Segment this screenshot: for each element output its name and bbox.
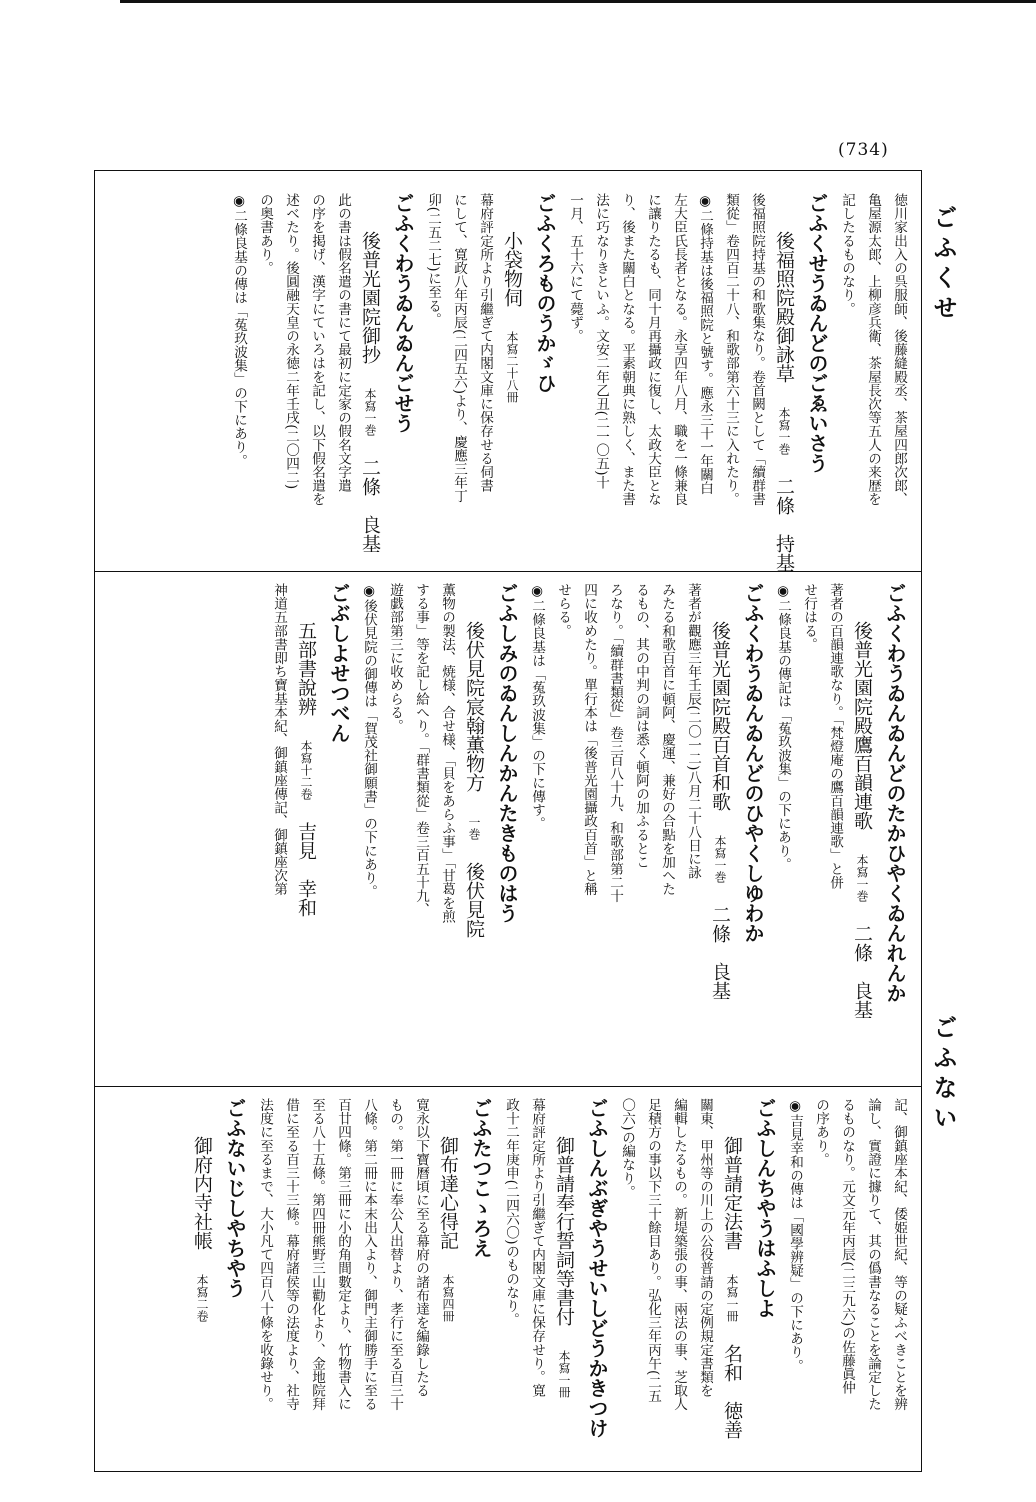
body-line: 關東、甲州等の川上の公役普請の定例規定書類を [697, 1098, 713, 1398]
entry-author: 二條 持基 [773, 477, 795, 572]
entry-heading: ごぶしよせつべん [327, 583, 351, 743]
body-line: 述べたり。後圓融天皇の永徳二年壬戌(二〇四二) [283, 193, 299, 490]
side-heading-bottom: ごふない [929, 1015, 958, 1135]
entry-note: 本寫一巻 [713, 835, 727, 883]
entry-author: 名和 徳善 [721, 1344, 743, 1439]
body-line: 卯(二五二七)に至る。 [425, 193, 441, 327]
entry-note: 本寫一冊 [725, 1274, 739, 1322]
entry-title: 五部書說辨 [295, 621, 317, 716]
body-line: 後福照院持基の和歌集なり。卷首闕として「續群書 [749, 193, 765, 506]
entry-title: 御普請奉行誓詞等書付 [553, 1136, 575, 1326]
section-bottom [181, 1098, 905, 1439]
body-line: 記、御鎮座本紀、倭姫世紀、等の疑ふべきことを辨 [891, 1098, 907, 1411]
body-line: せらる。 [555, 583, 571, 638]
entry-title-line [841, 583, 871, 1019]
entry-title: 御普請定法書 [721, 1136, 743, 1250]
entry-title: 小袋物伺 [501, 231, 523, 307]
body-line: 足積方の事以下三十餘目あり。弘化三年丙午(二五 [645, 1098, 661, 1403]
entry-heading: ごふくせうゐんどのごゑいさう [805, 193, 829, 473]
body-line: する事」等を記し給へり。「群書類從」卷三百五十九、 [413, 583, 429, 917]
body-line: の奥書あり。 [257, 193, 273, 275]
entry-note: 本寫十二卷 [299, 740, 313, 800]
side-heading-top: ごふくせ [929, 205, 958, 325]
body-line: ◉二條良基の傳は「菟玖波集」の下にあり。 [231, 193, 247, 468]
entry-author: 吉見 幸和 [295, 822, 317, 917]
entry-title-line [763, 193, 793, 572]
entry-heading: ごふたつこゝろえ [469, 1098, 493, 1258]
body-line: の序を掲げ、漢字にていろはを記し、以下假名遣を [309, 193, 325, 506]
entry-title-line [427, 1098, 457, 1322]
entry-heading: ごふしみのゐんしんかんたきものはう [495, 583, 519, 923]
body-line: 著者の百韻連歌なり。「梵燈庵の鷹百韻連歌」と併 [827, 583, 843, 889]
entry-title-line [711, 1098, 741, 1439]
body-line: 類從」卷四百二十八、和歌部第六十三に入れたり。 [723, 193, 739, 506]
body-line: ◉後伏見院の御傳は「賀茂社御願書」の下にあり。 [361, 583, 377, 899]
body-line: ◉吉見幸和の傳は「國學辨疑」の下にあり。 [787, 1098, 803, 1373]
body-line: ろなり。「續群書類從」卷三百八十九、和歌部第二十 [607, 583, 623, 903]
entry-title: 後普光園院御抄 [359, 231, 381, 364]
entry-title-line [491, 193, 521, 403]
body-line: 論し、實證に據りて、其の僞書なることを論定した [865, 1098, 881, 1411]
entry-note: 本寫二十八冊 [505, 331, 519, 403]
entry-author: 二條 良基 [709, 905, 731, 1000]
body-line: 神道五部書即ち寶基本紀、御鎮座傳記、御鎮座次第 [271, 583, 287, 896]
entry-title-line [699, 583, 729, 1000]
entry-title: 後普光園院殿百首和歌 [709, 621, 731, 811]
entry-title-line [349, 193, 379, 553]
body-line: 遊戯部第三に收めらる。 [387, 583, 403, 733]
entry-note: 本寫一巻 [363, 388, 377, 436]
body-line: るものなり。元文元年丙辰(二三九六)の佐藤眞仲 [839, 1098, 855, 1395]
entry-title-line [543, 1098, 573, 1398]
body-line: 幕府評定所より引繼ぎて内閣文庫に保存せる伺書 [477, 193, 493, 493]
section-top [219, 193, 905, 572]
body-line: るもの、其の中判の詞は悉く頓阿の加ふるとこ [633, 583, 649, 869]
section-divider [95, 1086, 921, 1087]
body-line: 百廿四條。第三冊に小的角間數定より、竹物書入に [335, 1098, 351, 1411]
section-middle [259, 583, 905, 1019]
page-number: (734) [838, 140, 889, 160]
body-line: 政十二年庚申(二四六〇)のものなり。 [503, 1098, 519, 1327]
body-line: 四に收めたり。單行本は「後普光園攝政百首」と稱 [581, 583, 597, 896]
body-line: 〇六)の編なり。 [619, 1098, 635, 1199]
entry-note: 一巻 [467, 816, 481, 840]
body-line: 著者が觀應三年壬辰(二〇一二)八月二十八日に詠 [685, 583, 701, 880]
body-line: 薫物の製法、焼様、合せ様、「貝をあらふ事」「甘葛を煎 [439, 583, 455, 923]
entry-title: 御府内寺社帳 [191, 1136, 213, 1250]
entry-title: 御布達心得記 [437, 1136, 459, 1250]
entry-title-line [453, 583, 483, 938]
body-line: 亀屋源太郎、上柳彦兵衛、茶屋長次等五人の来歴を [865, 193, 881, 506]
body-line: 此の書は假名遣の書にて最初に定家の假名文字遣 [335, 193, 351, 493]
entry-heading: ごふくわうゐんゐんどのたかひやくゐんれんか [883, 583, 907, 1003]
body-line: 記したるものなり。 [839, 193, 855, 316]
body-line: せ行はる。 [801, 583, 817, 651]
body-line: り、後また關白となる。平素朝典に熟しく、また書 [619, 193, 635, 506]
entry-heading: ごふないじしやちやう [223, 1098, 247, 1298]
entry-note: 本寫四冊 [441, 1274, 455, 1322]
entry-heading: ごふしんちやうはふしよ [753, 1098, 777, 1318]
entry-heading: ごふしんぶぎやうせいしどうかきつけ [585, 1098, 609, 1438]
entry-title: 後福照院殿御詠草 [773, 231, 795, 383]
entry-author: 後伏見院 [463, 862, 485, 938]
body-line: 一月、五十六にて薨ず。 [567, 193, 583, 343]
body-line: にして、寛政八年丙辰(二四五六)より、慶應三年丁 [451, 193, 467, 503]
body-line: の序あり。 [813, 1098, 829, 1166]
body-line: もの。第一冊に奉公人出替より、孝行に至る百三十 [387, 1098, 403, 1411]
body-line: ◉二條持基は後福照院と號す。應永三十一年關白 [697, 193, 713, 495]
body-line: 幕府評定所より引繼ぎて内閣文庫に保存せり。寛 [529, 1098, 545, 1398]
top-rule [120, 0, 1036, 3]
entry-author: 二條 良基 [359, 458, 381, 553]
body-line: に讓りたるも、同十月再攝政に復し、太政大臣とな [645, 193, 661, 506]
entry-note: 本寫一冊 [557, 1350, 571, 1398]
body-line: みたる和歌百首に頓阿、慶運、兼好の合點を加へた [659, 583, 675, 896]
body-line: 法に巧なりきといふ。文安二年乙丑(二一〇五)十 [593, 193, 609, 490]
body-line: 寛永以下寶曆頃に至る幕府の諸布達を編錄したる [413, 1098, 429, 1398]
entry-title-line [285, 583, 315, 917]
body-line: ◉二條良基の傳記は「菟玖波集」の下にあり。 [775, 583, 791, 871]
entry-author: 二條 良基 [851, 924, 873, 1019]
entry-heading: ごふくろものうかゞひ [533, 193, 557, 393]
body-line: 八條。第二冊に本末出入より、御門主御勝手に至る [361, 1098, 377, 1411]
entry-note: 本寫一巻 [777, 407, 791, 455]
body-line: 借に至る百三十三條。幕府諸侯等の法度より、社寺 [283, 1098, 299, 1411]
entry-note: 本寫二卷 [195, 1274, 209, 1322]
body-line: ◉二條良基は「菟玖波集」の下に傳す。 [529, 583, 545, 831]
body-line: 至る八十五條。第四冊熊野三山勸化より、金地院拜 [309, 1098, 325, 1411]
entry-heading: ごふくわうゐんゐんどのひやくしゆわか [741, 583, 765, 943]
entry-note: 本寫一巻 [855, 854, 869, 902]
entry-title: 後伏見院宸翰薫物方 [463, 621, 485, 792]
entry-title: 後普光園院殿鷹百韻連歌 [851, 621, 873, 830]
body-line: 徳川家出入の呉服師、後藤縫殿丞、茶屋四郎次郎、 [891, 193, 907, 506]
dictionary-frame [94, 170, 922, 1472]
entry-title-line [181, 1098, 211, 1322]
body-line: 法度に至るまで、大小凡て四百八十條を收錄せり。 [257, 1098, 273, 1411]
entry-heading: ごふくわうゐんゐんごせう [391, 193, 415, 433]
body-line: 編輯したるもの。新堤築張の事、兩法の事、芝取人 [671, 1098, 687, 1411]
body-line: 左大臣氏長者となる。永享四年八月、職を一條兼良 [671, 193, 687, 506]
